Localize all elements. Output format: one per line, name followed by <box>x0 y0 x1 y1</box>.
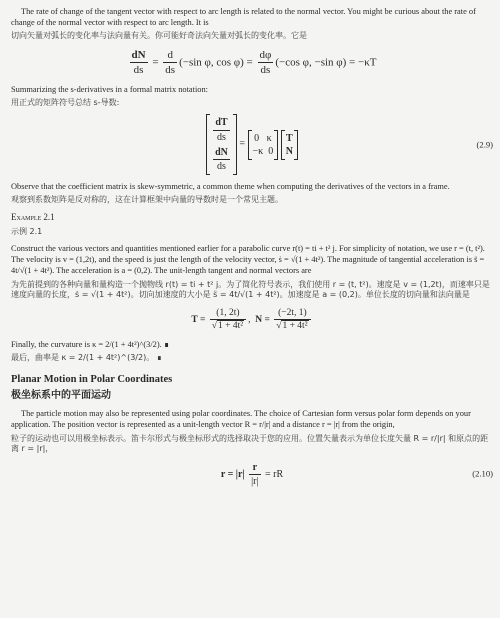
fraction-dphi-ds: $\frac{d\varphi}{ds}$ <box>259 48 272 77</box>
fraction-dN-ds: $\frac{dN}{ds}$ <box>131 48 146 77</box>
fraction-unit-position: $\frac{r}{|r|}$ <box>251 461 259 487</box>
equation-dN-ds: $\frac{dN}{ds}$ = $\frac{d}{ds}$ (−sin φ, cos φ) = $\frac{d\varphi}{ds}$ (−cos φ, −sin φ) = −κT <box>131 48 377 77</box>
paragraph-summarize-cn: 用正式的矩阵符号总结 s-导数: <box>11 97 120 107</box>
equation-number: (2.10) <box>472 468 493 479</box>
equation-tangent-normal: T = $\frac{(1, 2t)}{\text{√1 + 4t²}}$ , N = $\frac{(-2t, 1)}{\text{√1 + 4t²}}$ <box>11 307 493 333</box>
matrix-frame-vectors: T N <box>281 130 298 160</box>
paragraph-skew-symmetric: Observe that the coefficient matrix is skew-symmetric, a common theme when computing the derivatives of the vectors in a frame. <box>11 182 450 192</box>
paragraph-parabola-cn: 为先前提到的各种向量和量构造一个抛物线 r(t) = ti + t² j。为了简化符号表示，我们使用 r = (t, t²)。速度是 v = (1,2t)，而速率只是速度向量的长度，ṡ = √(1 + 4t²)。切向加速度的大小是 s̈ = 4t/√(1 + 4t²)。加速度是 a = (0,2)。单位长度的切向量和法向量是 <box>11 279 490 300</box>
fraction-normal: $\frac{(-2t, 1)}{\text{√1 + 4t²}}$ <box>274 307 310 333</box>
equation-2-9: dT ds dN ds = 0 κ −κ 0 T N (2.9) <box>11 114 493 175</box>
paragraph-summarize: Summarizing the s-derivatives in a formal matrix notation: <box>11 84 208 94</box>
paragraph-normal-rate-cn: 切向矢量对弧长的变化率与法向量有关。你可能好奇法向矢量对弧长的变化率。它是 <box>11 31 307 41</box>
document-page <box>11 6 493 494</box>
matrix-derivatives: dT ds dN ds <box>206 114 237 175</box>
paragraph-polar: The particle motion may also be represented using polar coordinates. The choice of Cartesian form versus polar form depends on your application. The position vector is represented as a unit-length vector R = r/|r| and a distance r = |r| from the origin, <box>11 409 471 430</box>
matrix-coefficients: 0 κ −κ 0 <box>248 130 279 160</box>
equation-2-10: r = |r| $\frac{r}{|r|}$ = rR (2.10) <box>220 461 493 487</box>
example-heading-cn: 示例 2.1 <box>11 226 43 236</box>
fraction-tangent: $\frac{(1, 2t)}{\text{√1 + 4t²}}$ <box>210 307 246 333</box>
paragraph-skew-symmetric-cn: 观察到系数矩阵是反对称的，这在计算框架中向量的导数时是一个常见主题。 <box>11 195 283 205</box>
example-heading: Example 2.1 <box>11 211 55 222</box>
section-title-cn: 极坐标系中的平面运动 <box>11 390 111 402</box>
section-title: Planar Motion in Polar Coordinates <box>11 374 173 386</box>
paragraph-curvature: Finally, the curvature is κ = 2/(1 + 4t²)^(3/2). ∎ <box>11 339 170 349</box>
fraction-d-ds: $\frac{d}{ds}$ <box>165 48 176 77</box>
paragraph-curvature-cn: 最后，曲率是 κ = 2/(1 + 4t²)^(3/2)。 ∎ <box>11 352 162 362</box>
paragraph-normal-rate: The rate of change of the tangent vector with respect to arc length is related to the normal vector. You might be curious about the rate of change of the normal vector with respect to arc length. It is <box>11 7 476 28</box>
equation-number: (2.9) <box>476 139 493 150</box>
paragraph-parabola: Construct the various vectors and quantities mentioned earlier for a parabolic curve r(t) = ti + t² j. For simplicity of notation, we use r = (t, t²). The velocity is v = (1,2t), and the speed is just the length of the velocity vector, ṡ = √(1 + 4t²). The magnitude of tangential acceleration is s̈ = 4t/√(1 + 4t²). The acceleration is a = (0,2). The unit-length tangent and normal vectors are <box>11 244 485 276</box>
paragraph-polar-cn: 粒子的运动也可以用极坐标表示。笛卡尔形式与极坐标形式的选择取决于您的应用。位置矢量表示为单位长度矢量 R = r/|r| 和原点的距离 r = |r|， <box>11 433 489 454</box>
